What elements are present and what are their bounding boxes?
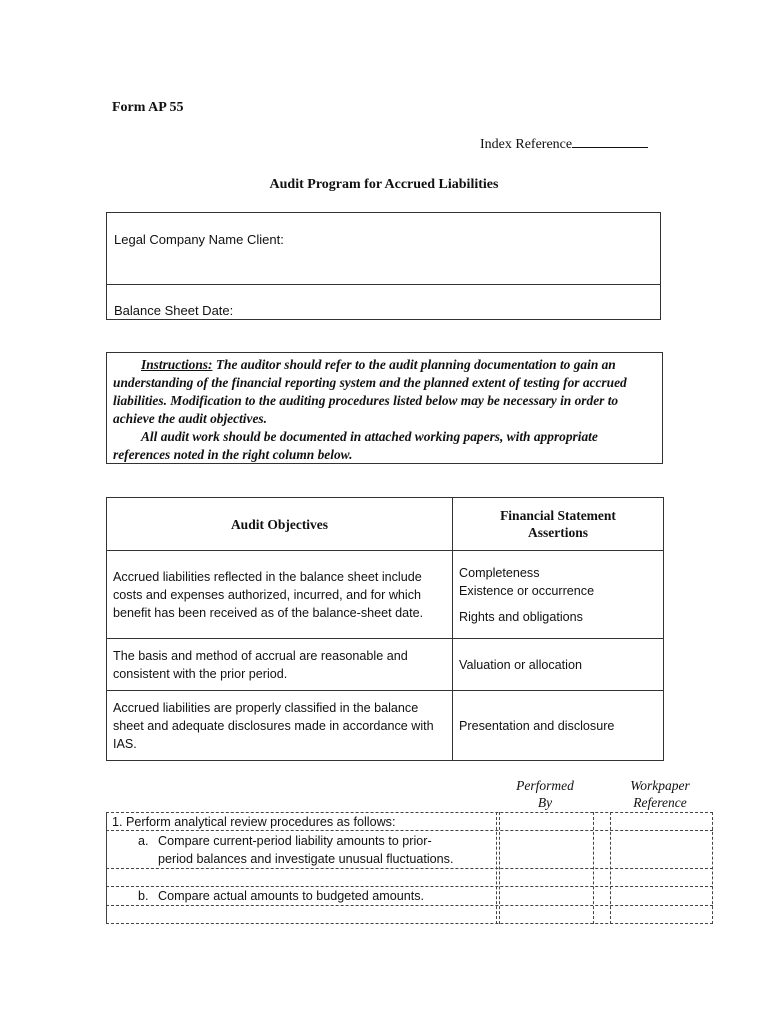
procedure-step-1a-marker: a. (138, 834, 149, 848)
procedure-step-1a-line-2: period balances and investigate unusual fluctuations. (158, 852, 454, 866)
procedure-step-1a-line-1: Compare current-period liability amounts to prior- (158, 834, 432, 848)
table-row (107, 691, 664, 761)
assertion-item: Existence or occurrence (459, 583, 595, 598)
objective-cell: Accrued liabilities are properly classified in the balance sheet and adequate disclosures made in accordance with IAS. (107, 691, 453, 761)
performed-by-line-1: Performed (516, 778, 574, 793)
audit-objectives-header: Audit Objectives (107, 498, 453, 551)
assertions-cell (453, 551, 664, 639)
performed-by-header (500, 777, 590, 811)
table-row (107, 551, 664, 639)
balance-sheet-date-label: Balance Sheet Date: (114, 303, 234, 318)
workpaper-reference-line-2: Reference (633, 795, 687, 810)
assertion-item: Completeness (459, 565, 540, 580)
page-title: Audit Program for Accrued Liabilities (269, 177, 499, 192)
assertion-item: Presentation and disclosure (459, 718, 615, 733)
assertion-item: Valuation or allocation (459, 657, 582, 672)
table-header-row (107, 498, 664, 551)
workpaper-reference-header (612, 777, 708, 811)
workpaper-reference-cells[interactable] (610, 812, 712, 923)
assertions-cell (453, 691, 664, 761)
form-id: Form AP 55 (112, 100, 184, 115)
table-row (107, 639, 664, 691)
client-info-box (106, 212, 661, 320)
instructions-box (106, 352, 663, 464)
index-reference-label: Index Reference (480, 137, 573, 152)
objective-cell: The basis and method of accrual are reasonable and consistent with the prior period. (107, 639, 453, 691)
assertions-header: Financial Statement Assertions (453, 498, 664, 551)
workpaper-reference-line-1: Workpaper (630, 778, 690, 793)
instructions-paragraph-2: All audit work should be documented in attached working papers, with appropriate references noted in the right column below. (113, 428, 598, 462)
company-name-row[interactable] (107, 213, 660, 285)
procedures-grid (106, 812, 713, 924)
company-name-label: Legal Company Name Client: (114, 232, 284, 247)
performed-by-cells[interactable] (499, 812, 593, 923)
audit-objectives-table (106, 497, 664, 761)
index-reference (480, 134, 648, 153)
procedure-step-1b-marker: b. (138, 889, 149, 903)
assertion-item: Rights and obligations (459, 609, 583, 624)
index-reference-blank[interactable] (572, 134, 648, 148)
instructions-heading: Instructions: (141, 357, 213, 372)
performed-by-line-2: By (537, 795, 553, 810)
procedure-step-1b: Compare actual amounts to budgeted amounts. (158, 889, 425, 903)
assertions-cell (453, 639, 664, 691)
instructions-paragraph-1: The auditor should refer to the audit planning documentation to gain an understanding of the financial reporting system and the planned extent of testing for accrued liabilities. Modification to the auditing procedures listed below may be necessary in order to achieve the audit objectives. (113, 357, 627, 426)
objective-cell: Accrued liabilities reflected in the balance sheet include costs and expenses authorized, incurred, and for which benefit has been received as of the balance-sheet date. (107, 551, 453, 639)
procedure-step-1: 1. Perform analytical review procedures as follows: (112, 815, 396, 829)
